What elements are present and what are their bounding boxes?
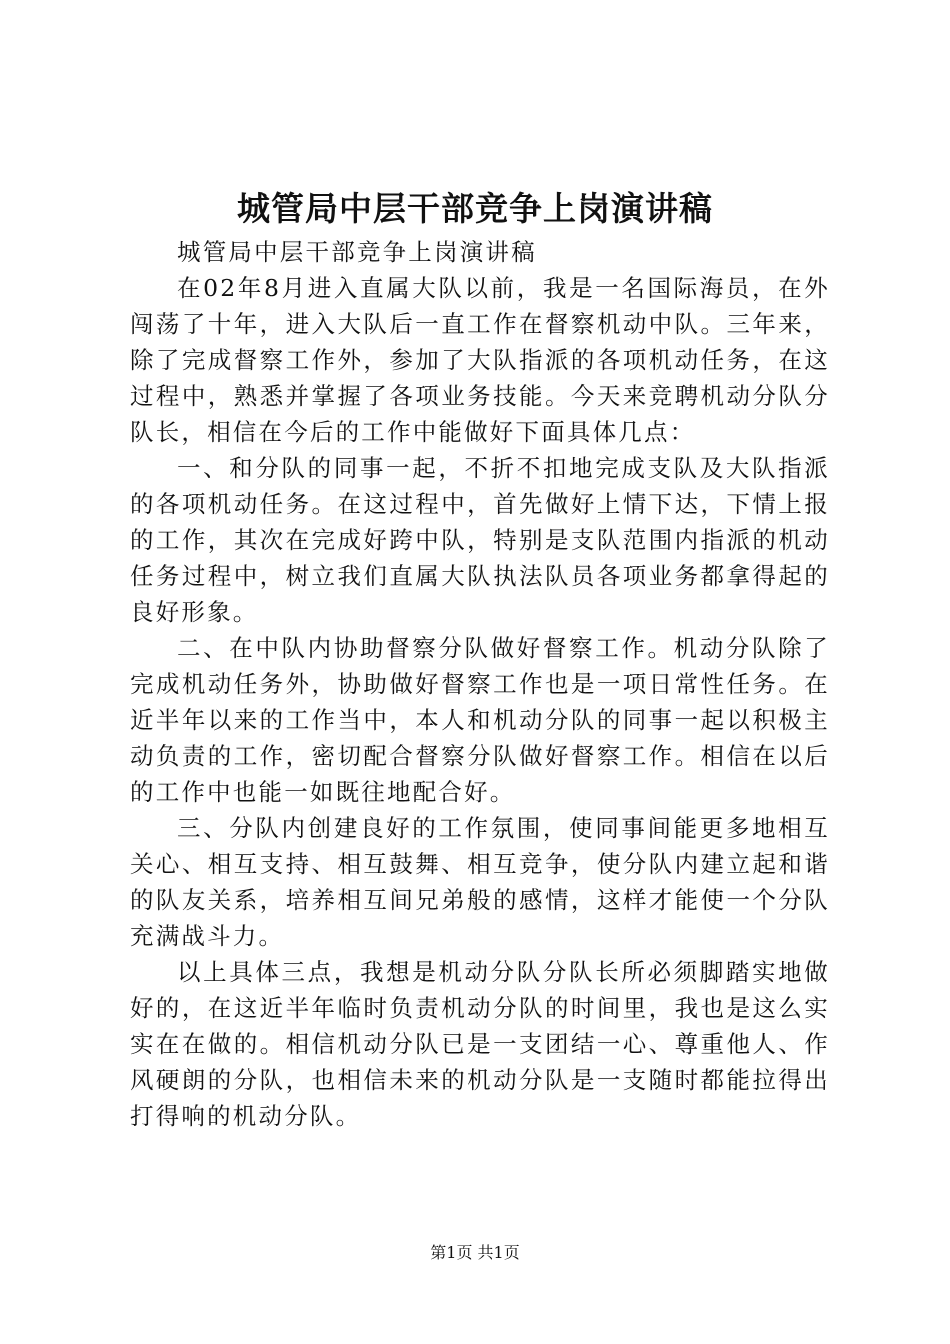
document-body — [130, 234, 830, 1134]
paragraph-point-three: 三、分队内创建良好的工作氛围，使同事间能更多地相互关心、相互支持、相互鼓舞、相互竞争，使分队内建立起和谐的队友关系，培养相互间兄弟般的感情，这样才能使一个分队充满战斗力。 — [130, 814, 830, 950]
paragraph-point-one: 一、和分队的同事一起，不折不扣地完成支队及大队指派的各项机动任务。在这过程中，首先做好上情下达，下情上报的工作，其次在完成好跨中队，特别是支队范围内指派的机动任务过程中，树立我们直属大队执法队员各项业务都拿得起的良好形象。 — [130, 454, 830, 626]
document-subtitle: 城管局中层干部竞争上岗演讲稿 — [177, 238, 537, 266]
paragraph-point-two: 二、在中队内协助督察分队做好督察工作。机动分队除了完成机动任务外，协助做好督察工作也是一项日常性任务。在近半年以来的工作当中，本人和机动分队的同事一起以积极主动负责的工作，密切配合督察分队做好督察工作。相信在以后的工作中也能一如既往地配合好。 — [130, 634, 830, 806]
document-title: 城管局中层干部竞争上岗演讲稿 — [237, 189, 713, 228]
paragraph-conclusion: 以上具体三点，我想是机动分队分队长所必须脚踏实地做好的，在这近半年临时负责机动分队的时间里，我也是这么实实在在做的。相信机动分队已是一支团结一心、尊重他人、作风硬朗的分队，也相信未来的机动分队是一支随时都能拉得出打得响的机动分队。 — [130, 958, 830, 1130]
paragraph-intro: 在02年8月进入直属大队以前，我是一名国际海员，在外闯荡了十年，进入大队后一直工作在督察机动中队。三年来，除了完成督察工作外，参加了大队指派的各项机动任务，在这过程中，熟悉并掌握了各项业务技能。今天来竞聘机动分队分队长，相信在今后的工作中能做好下面具体几点： — [130, 274, 830, 446]
page-footer: 第1页 共1页 — [430, 1243, 520, 1262]
